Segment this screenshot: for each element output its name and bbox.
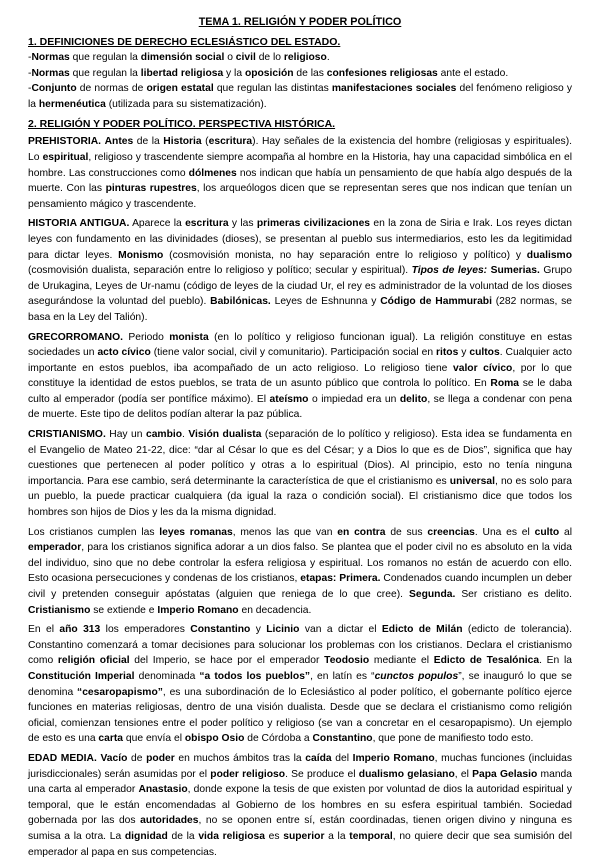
bold-run: oposición xyxy=(244,67,294,79)
bold-run: ateísmo xyxy=(269,393,309,405)
text-run: (cosmovisión dualista, separación entre lo religioso y político; secular y espiritual). xyxy=(28,265,412,277)
text-run: y xyxy=(458,347,470,359)
bold-run: pinturas rupestres xyxy=(105,183,197,195)
document-title: TEMA 1. RELIGIÓN Y PODER POLÍTICO xyxy=(198,16,402,28)
text-run: a la xyxy=(324,830,350,842)
text-run: , menos las que van xyxy=(232,526,338,538)
text-run: - xyxy=(28,52,32,63)
text-run: que regulan las distintas xyxy=(213,83,332,95)
text-run: y la xyxy=(223,67,245,79)
bold-run: cultos xyxy=(469,347,500,359)
bold-run: dualismo xyxy=(526,249,572,261)
text-run: , en latín es “ xyxy=(310,670,375,682)
text-run: (utilizada para su sistematización). xyxy=(105,98,267,110)
bold-run: Papa Gelasio xyxy=(472,768,538,780)
bold-run: valor cívico xyxy=(452,362,513,374)
text-run: Grupo de Urukagina, Leyes de Ur-namu (código de leyes de la ciudad Ur, el rey es administrador de la voluntad de los dioses asegurándose la voluntad del pueblo). xyxy=(28,265,572,308)
bold-run: dólmenes xyxy=(188,167,237,179)
bold-run: Babilónicas. xyxy=(210,296,271,308)
bold-run: Monismo xyxy=(118,249,164,261)
text-run: , el xyxy=(454,768,473,780)
bold-run: poder xyxy=(146,752,175,764)
bold-run: escritura xyxy=(185,218,229,230)
text-run: Los cristianos cumplen las xyxy=(28,526,160,538)
bold-italic-run: cunctos populos xyxy=(374,670,459,682)
definition-1 xyxy=(28,50,572,66)
text-run: . xyxy=(326,52,330,63)
bold-run: libertad religiosa xyxy=(140,67,224,79)
text-run: - xyxy=(28,83,32,95)
text-run: van a dictar el xyxy=(299,624,382,636)
bold-run: civil xyxy=(235,52,256,63)
text-run: , donde expone la tesis de que existen por voluntad de dios la autoridad espiritual y temporal, que le están encomendadas al Gobierno de los hombres en su esfera espiritual también. Sociedad gobernada por las dos xyxy=(28,784,572,827)
text-run: , por lo que constituye la identidad de estos pueblos, se trata de un asunto público que controla lo político. En xyxy=(28,362,572,390)
bold-run: escritura xyxy=(208,136,253,148)
text-run: . En la xyxy=(539,655,573,667)
bold-run: Constantino xyxy=(312,733,373,745)
bold-run: dualismo gelasiano xyxy=(358,768,455,780)
text-run: Hay un xyxy=(105,429,146,441)
paragraph-cristianos-leyes xyxy=(28,525,572,619)
bold-run: primeras civilizaciones xyxy=(256,218,371,230)
text-run: es xyxy=(264,830,284,842)
bold-run: religioso xyxy=(283,52,327,63)
bold-run: Normas xyxy=(31,52,70,63)
text-run: Aparece la xyxy=(129,218,186,230)
bold-run: Sumerias. xyxy=(490,265,540,277)
bold-run: Edicto de Tesalónica xyxy=(433,655,540,667)
text-run: , no quiere decir que sea sumisión del emperador al papa en sus competencias. xyxy=(28,830,573,858)
bold-run: hermenéutica xyxy=(38,98,106,110)
text-run: . Cualquier acto importante en estos pueblos, iba acompañado de un acto religioso. Lo religioso tiene xyxy=(28,347,572,374)
bold-run: Constantino xyxy=(190,624,251,636)
paragraph-edicto-milan xyxy=(28,622,572,747)
bold-run: año 313 xyxy=(59,624,101,636)
bold-run: Constitución Imperial xyxy=(28,670,135,682)
text-run: y xyxy=(250,624,267,636)
bold-run: Imperio Romano xyxy=(352,752,435,764)
bold-run: “a todos los pueblos” xyxy=(199,670,311,682)
text-run: se le daba culto al emperador (podía ser pontífice máximo). El xyxy=(28,378,572,405)
text-run: Ser cristiano es delito. xyxy=(455,589,572,600)
text-run: Condenados cuando incumplen un deber civil y pretenden conseguir apóstatas (alguien que reniega de lo que cree). xyxy=(28,573,572,600)
bold-run: Cristianismo xyxy=(28,604,91,616)
text-run: , no se oponen entre sí, están coordinadas, tienen origen divino y ninguna es sumisa a la otra. La xyxy=(28,815,572,842)
text-run: - xyxy=(28,67,32,79)
bold-run: Historia xyxy=(163,136,202,148)
bold-run: etapas: xyxy=(300,573,337,585)
text-run: o impiedad era un xyxy=(308,393,400,405)
text-run: de lo xyxy=(255,52,284,63)
bold-run: Anastasio xyxy=(138,784,188,796)
text-run: , los arqueólogos dicen que se representan seres que nos indican que tenían un pensamiento mágico y trascendente. xyxy=(28,183,573,210)
definition-2 xyxy=(28,66,572,82)
text-run: de normas de xyxy=(76,83,147,95)
text-run: del fenómeno religioso y la xyxy=(28,83,572,110)
text-run: (282 normas, se basa en la Ley del Talión). xyxy=(28,296,573,323)
text-run: o xyxy=(224,52,236,63)
paragraph-edad-media xyxy=(28,751,572,860)
text-run: , es una subordinación de lo Eclesiástico al poder político, el gobernante político ejerce funciones en materias religiosas, dentro de una visión dualista. Desde que se declara el cristianismo como religión oficial, comienzan tensiones entre el poder político y religioso (se van a concretar en el cesaropapismo). Un ejemplo de esto es una xyxy=(28,686,572,745)
text-run: del xyxy=(331,752,353,764)
bold-run: en contra xyxy=(337,526,386,538)
text-run: en la zona de Siria e Irak. Los reyes dictan leyes con fundamento en las divinidades (dioses), se presentan al pueblo sus intermediarios, esto les da legitimidad para dictar leyes. xyxy=(28,218,572,261)
text-run: En el xyxy=(28,624,60,636)
text-run: manda una carta al emperador xyxy=(28,768,572,796)
text-run: denominada xyxy=(134,670,200,682)
bold-run: confesiones religiosas xyxy=(326,67,438,79)
bold-run: Visión dualista xyxy=(188,429,262,441)
bold-run: espiritual xyxy=(42,151,89,163)
bold-run: monista xyxy=(169,331,209,343)
text-run: (separación de lo político y religioso). Esta idea se fundamenta en el Evangelio de Mateo 21-22, dice: “dar al César lo que es del César; y a Dios lo que es de Dios”, significa que hay cuestiones que pertenecen al poder político y otras a lo espiritual (Dios). Al principio, esto no tenía ninguna importancia. Para ese cambio, será determinante la característica de que el cristianismo es xyxy=(28,429,572,487)
text-run: nos indican que había un pensamiento de que había algo después de la muerte. Con las xyxy=(28,167,572,195)
paragraph-cristianismo xyxy=(28,427,572,521)
text-run: en decadencia. xyxy=(238,604,312,616)
bold-run: autoridades xyxy=(140,815,199,827)
bold-run: religión oficial xyxy=(57,655,130,667)
bold-run: poder religioso xyxy=(210,768,286,780)
bold-run: vida religiosa xyxy=(198,830,265,842)
text-run: (cosmovisión monista, no hay separación entre lo religioso y político) y xyxy=(163,249,527,261)
text-run: ante el estado. xyxy=(437,67,509,79)
bold-run: Segunda. xyxy=(408,589,456,600)
bold-run: cambio xyxy=(145,429,183,441)
paragraph-label: CRISTIANISMO. xyxy=(28,429,106,441)
text-run: (en lo político y religioso funcionan igual). La religión constituye en estas sociedades un xyxy=(28,331,572,359)
text-run: Periodo xyxy=(122,331,170,343)
paragraph-grecorromano xyxy=(28,330,572,424)
text-run: ”, se inauguró lo que se denomina xyxy=(28,670,572,698)
text-run: . Se produce el xyxy=(285,768,359,780)
text-run: . xyxy=(182,429,189,441)
bold-run: obispo Osio xyxy=(184,733,245,745)
text-run: que regulan la xyxy=(69,52,141,63)
text-run: , se llega a condenar con pena de muerte. Este tipo de delitos podían alterar la paz pública. xyxy=(28,393,573,421)
bold-run: Imperio Romano xyxy=(157,604,239,616)
text-run: que envía el xyxy=(123,733,185,745)
paragraph-label: GRECORROMANO. xyxy=(28,331,123,343)
paragraph-prehistoria xyxy=(28,134,572,212)
paragraph-label: PREHISTORIA. xyxy=(28,136,102,148)
text-run: en muchos ámbitos tras la xyxy=(174,752,306,764)
bold-run: ritos xyxy=(436,347,459,359)
text-run: los emperadores xyxy=(100,624,191,636)
text-run: , muchas funciones (incluidas jurisdiccionales) serán asumidas por el xyxy=(28,752,573,780)
bold-run: Conjunto xyxy=(31,83,77,95)
bold-run: leyes romanas xyxy=(159,526,233,538)
bold-run: dimensión social xyxy=(140,52,225,63)
text-run: , para los cristianos significa adorar a un dios falso. Se plantea que el poder civil no es absoluto en la vida del individuo, sino que no debe controlar la esfera religiosa y espiritual. Los romanos no están de acuerdo con ello. Esto ocasiona persecuciones y condenas de los cristianos, xyxy=(28,542,572,585)
bold-run: manifestaciones sociales xyxy=(331,83,457,95)
bold-run: Vacío xyxy=(100,752,128,764)
bold-run: culto xyxy=(534,526,560,538)
bold-run: creencias xyxy=(427,526,475,538)
bold-run: Código de Hammurabi xyxy=(380,296,492,308)
paragraph-label: HISTORIA ANTIGUA. xyxy=(28,218,130,230)
bold-run: Roma xyxy=(490,378,520,390)
text-run: de sus xyxy=(385,526,428,538)
bold-run: delito xyxy=(399,393,428,405)
bold-run: emperador xyxy=(28,542,82,554)
bold-run: “cesaropapismo” xyxy=(77,686,163,698)
section-2-heading: 2. RELIGIÓN Y PODER POLÍTICO. PERSPECTIVA HISTÓRICA. xyxy=(28,118,336,131)
text-run: , religioso y trascendente siempre acompaña al hombre en la Historia, hay una capacidad simbólica en el hombre. Las construcciones como xyxy=(28,151,572,179)
bold-run: universal xyxy=(449,475,495,487)
paragraph-label: EDAD MEDIA. xyxy=(28,752,97,764)
text-run: de la xyxy=(167,830,199,842)
text-run: ( xyxy=(201,136,209,148)
section-1-heading: 1. DEFINICIONES DE DERECHO ECLESIÁSTICO DEL ESTADO. xyxy=(28,36,341,48)
bold-run: origen estatal xyxy=(146,83,214,95)
text-run: (edicto de tolerancia). Constantino comenzará a tomar decisiones para solucionar los problemas con los cristianos. Declara el cristianismo como xyxy=(28,624,572,667)
definition-3 xyxy=(28,81,572,112)
text-run: de xyxy=(127,752,147,764)
bold-run: acto cívico xyxy=(97,347,151,359)
bold-run: superior xyxy=(283,830,325,842)
text-run: mediante el xyxy=(369,655,434,667)
bold-run: Antes xyxy=(104,136,134,148)
text-run: Leyes de Eshnunna y xyxy=(270,296,381,308)
bold-run: Primera. xyxy=(339,573,381,585)
text-run: de las xyxy=(293,67,327,79)
text-run: del Imperio, se hace por el emperador xyxy=(129,655,325,667)
paragraph-historia-antigua xyxy=(28,216,572,325)
bold-run: carta xyxy=(98,733,124,745)
text-run: al xyxy=(559,526,572,538)
bold-run: Edicto de Milán xyxy=(381,624,463,636)
bold-run: Licinio xyxy=(266,624,300,636)
text-run: de Córdoba a xyxy=(244,733,313,745)
text-run: , no es solo para un pueblo, la puede practicar cualquiera (da igual la raza o condición social). El cristianismo dice que todos los hombres son hijos de Dios y les da la misma dignidad. xyxy=(28,475,573,519)
bold-run: dignidad xyxy=(124,830,168,842)
text-run: que regulan la xyxy=(69,67,141,79)
bold-run: Teodosio xyxy=(324,655,370,667)
text-run: , que pone de manifiesto todo esto. xyxy=(372,733,534,745)
text-run: de la xyxy=(133,136,164,148)
bold-run: caída xyxy=(305,752,332,764)
bold-run: temporal xyxy=(349,830,393,842)
text-run: (tiene valor social, civil y comunitario). Participación social en xyxy=(150,347,436,359)
text-run: y las xyxy=(228,218,257,230)
text-run: ). Hay señales de la existencia del hombre (religiosas y espirituales). Lo xyxy=(28,136,572,163)
bold-run: Normas xyxy=(31,67,70,79)
text-run: . Una es el xyxy=(474,526,535,538)
text-run: se extiende e xyxy=(90,604,158,616)
bold-italic-run: Tipos de leyes: xyxy=(411,265,488,277)
